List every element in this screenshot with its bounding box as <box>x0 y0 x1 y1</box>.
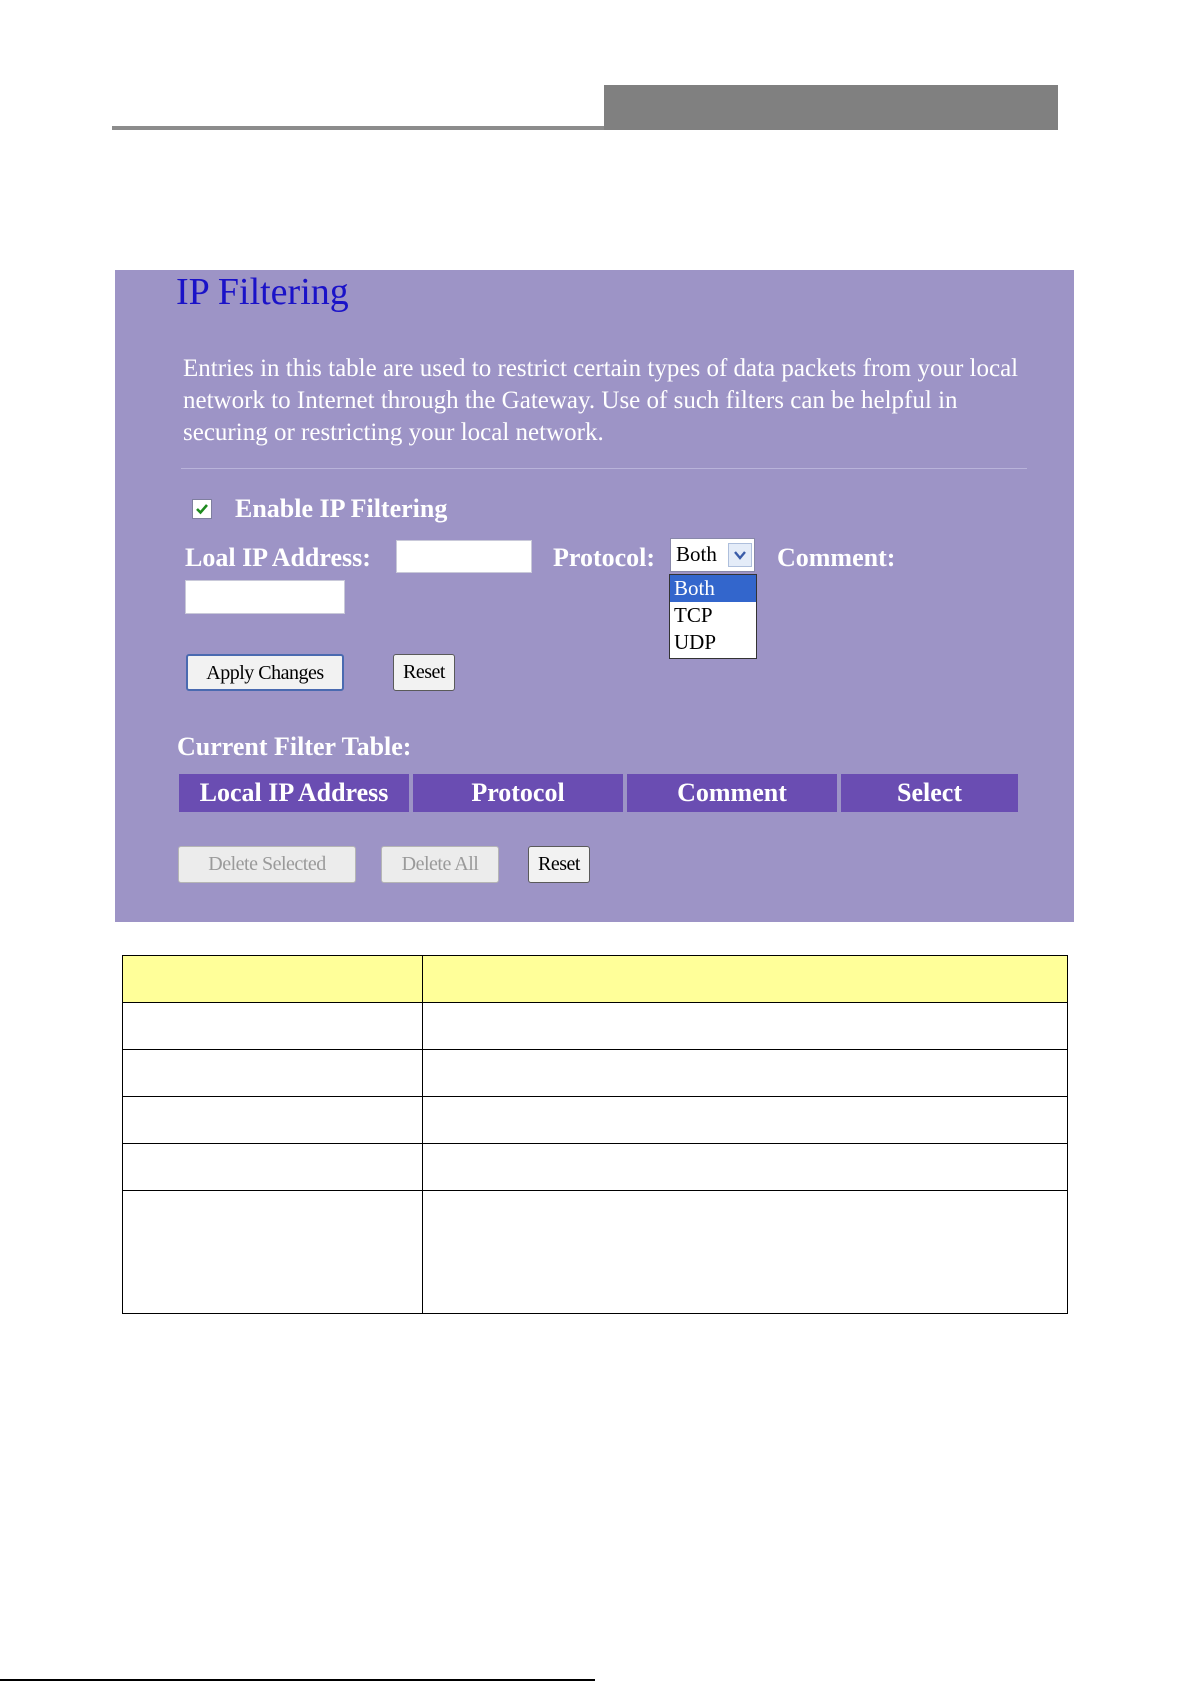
table-cell <box>123 1191 423 1314</box>
delete-selected-button[interactable]: Delete Selected <box>178 846 356 883</box>
comment-label: Comment: <box>777 543 896 572</box>
table-row <box>123 1097 1068 1144</box>
protocol-option-udp[interactable]: UDP <box>674 630 717 654</box>
table-row <box>123 1050 1068 1097</box>
protocol-label: Protocol: <box>553 543 656 572</box>
table-cell <box>423 1144 1068 1191</box>
comment-input[interactable] <box>185 580 345 614</box>
reset-table-button[interactable]: Reset <box>528 846 590 883</box>
col-header-comment: Comment <box>627 774 837 812</box>
delete-all-button[interactable]: Delete All <box>381 846 499 883</box>
table-cell <box>423 1191 1068 1314</box>
current-filter-table-label: Current Filter Table: <box>177 732 412 761</box>
apply-changes-button[interactable]: Apply Changes <box>186 654 344 691</box>
footer-rule <box>0 1679 595 1681</box>
header-rule <box>112 126 604 130</box>
table-cell <box>123 1097 423 1144</box>
reset-button[interactable]: Reset <box>393 654 455 691</box>
col-header-local-ip: Local IP Address <box>179 774 409 812</box>
table-cell <box>123 1144 423 1191</box>
table-cell <box>423 1097 1068 1144</box>
table-cell <box>123 956 423 1003</box>
page-description: Entries in this table are used to restrict certain types of data packets from your local network to Internet through the Gateway. Use of such filters can be helpful in securing or restricting your local network. <box>183 355 1019 446</box>
table-cell <box>123 1003 423 1050</box>
protocol-selected-value: Both <box>676 542 717 566</box>
local-ip-label: Loal IP Address: <box>185 543 371 572</box>
protocol-option-both[interactable]: Both <box>670 575 756 602</box>
ip-filtering-panel <box>115 270 1074 922</box>
divider <box>181 468 1027 469</box>
table-header-row <box>123 956 1068 1003</box>
table-cell <box>423 956 1068 1003</box>
header-bar <box>604 85 1058 130</box>
table-row <box>123 1191 1068 1314</box>
col-header-select: Select <box>841 774 1018 812</box>
table-cell <box>123 1050 423 1097</box>
chevron-down-icon[interactable] <box>728 543 752 567</box>
enable-ip-filtering-checkbox[interactable] <box>192 499 212 519</box>
table-row <box>123 1003 1068 1050</box>
table-cell <box>423 1050 1068 1097</box>
protocol-select[interactable] <box>670 538 755 572</box>
enable-ip-filtering-label: Enable IP Filtering <box>235 494 448 523</box>
protocol-option-tcp[interactable]: TCP <box>674 603 713 627</box>
table-cell <box>423 1003 1068 1050</box>
col-header-protocol: Protocol <box>413 774 623 812</box>
page-title: IP Filtering <box>176 271 349 313</box>
local-ip-input[interactable] <box>396 540 532 573</box>
filter-table-header <box>179 774 1018 812</box>
table-row <box>123 1144 1068 1191</box>
description-table <box>122 955 1068 1314</box>
protocol-dropdown-list <box>669 574 757 659</box>
checkmark-icon <box>194 501 210 517</box>
